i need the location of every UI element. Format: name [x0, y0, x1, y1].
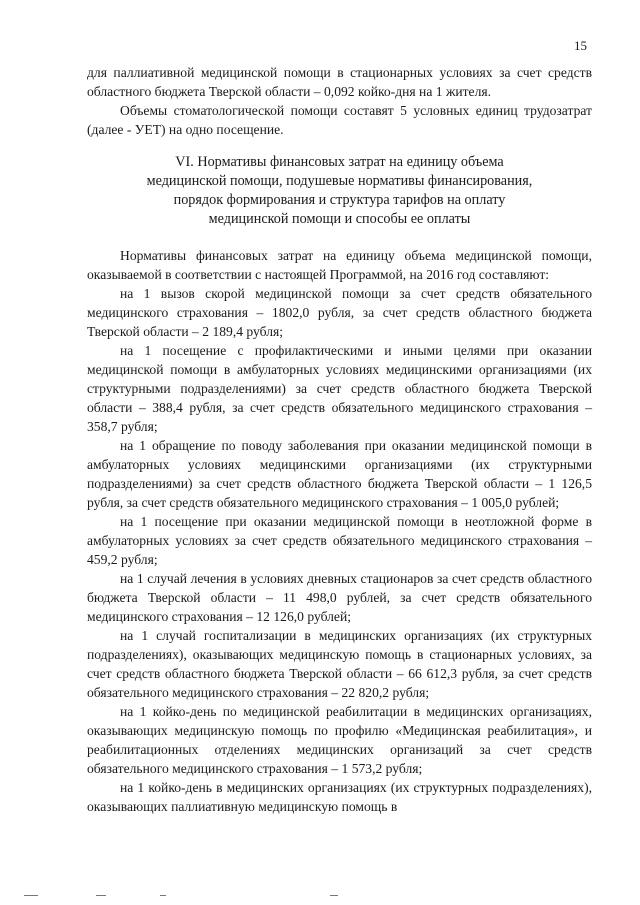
paragraph: на 1 посещение при оказании медицинской помощи в неотложной форме в амбулаторных условиях за счет средств обязательного медицинского страхования – 459,2 рубля; — [87, 514, 592, 567]
paragraph: на 1 койко-день по медицинской реабилитации в медицинских организациях, оказывающих медицинскую помощь по профилю «Медицинская реабилитация», и реабилитационных отделениях медицинских организаций за счет средств обязательного медицинского страхования – 1 573,2 рубля; — [87, 704, 592, 776]
section-heading-line: VI. Нормативы финансовых затрат на единицу объема — [175, 154, 504, 170]
paragraph: на 1 случай госпитализации в медицинских организациях (их структурных подразделениях), оказывающих медицинскую помощь в стационарных условиях, за счет средств областного бюджета Тверской области – 66 612,3 рубля, за счет средств обязательного медицинского страхования – 22 820,2 рубля; — [87, 628, 592, 700]
paragraph: на 1 койко-день в медицинских организациях (их структурных подразделениях), оказывающих паллиативную медицинскую помощь в — [87, 780, 592, 814]
section-heading — [87, 153, 592, 229]
paragraph: на 1 посещение с профилактическими и иными целями при оказании медицинской помощи в амбулаторных условиях медицинскими организациями (их структурными подразделениями) за счет средств областного бюджета Тверской области – 388,4 рубля, за счет средств обязательного медицинского страхования – 358,7 рубля; — [87, 343, 592, 434]
paragraph: на 1 случай лечения в условиях дневных стационаров за счет средств областного бюджета Тверской области – 11 498,0 рублей, за счет средств обязательного медицинского страхования – 12 126,0 рублей; — [87, 571, 592, 624]
section-heading-line: медицинской помощи, подушевые нормативы финансирования, — [146, 173, 533, 189]
document-body — [87, 63, 592, 816]
paragraph: Объемы стоматологической помощи составят 5 условных единиц трудозатрат (далее - УЕТ) на одно посещение. — [87, 103, 592, 137]
paragraph: на 1 обращение по поводу заболевания при оказании медицинской помощи в амбулаторных условиях медицинскими организациями (их структурными подразделениями) за счет средств областного бюджета Тверской области – 1 126,5 рубля, за счет средств обязательного медицинского страхования – 1 005,0 рублей; — [87, 438, 592, 510]
paragraph: на 1 вызов скорой медицинской помощи за счет средств обязательного медицинского страхования – 1802,0 рубля, за счет средств областного бюджета Тверской области – 2 189,4 рубля; — [87, 286, 592, 339]
section-heading-line: медицинской помощи и способы ее оплаты — [208, 211, 471, 227]
page-number: 15 — [574, 38, 587, 53]
section-heading-line: порядок формирования и структура тарифов на оплату — [173, 192, 506, 208]
paragraph: для паллиативной медицинской помощи в стационарных условиях за счет средств областного бюджета Тверской области – 0,092 койко-дня на 1 жителя. — [87, 65, 592, 99]
paragraph: Нормативы финансовых затрат на единицу объема медицинской помощи, оказываемой в соответствии с настоящей Программой, на 2016 год составляют: — [87, 248, 592, 282]
scan-edge-marks — [0, 893, 640, 899]
